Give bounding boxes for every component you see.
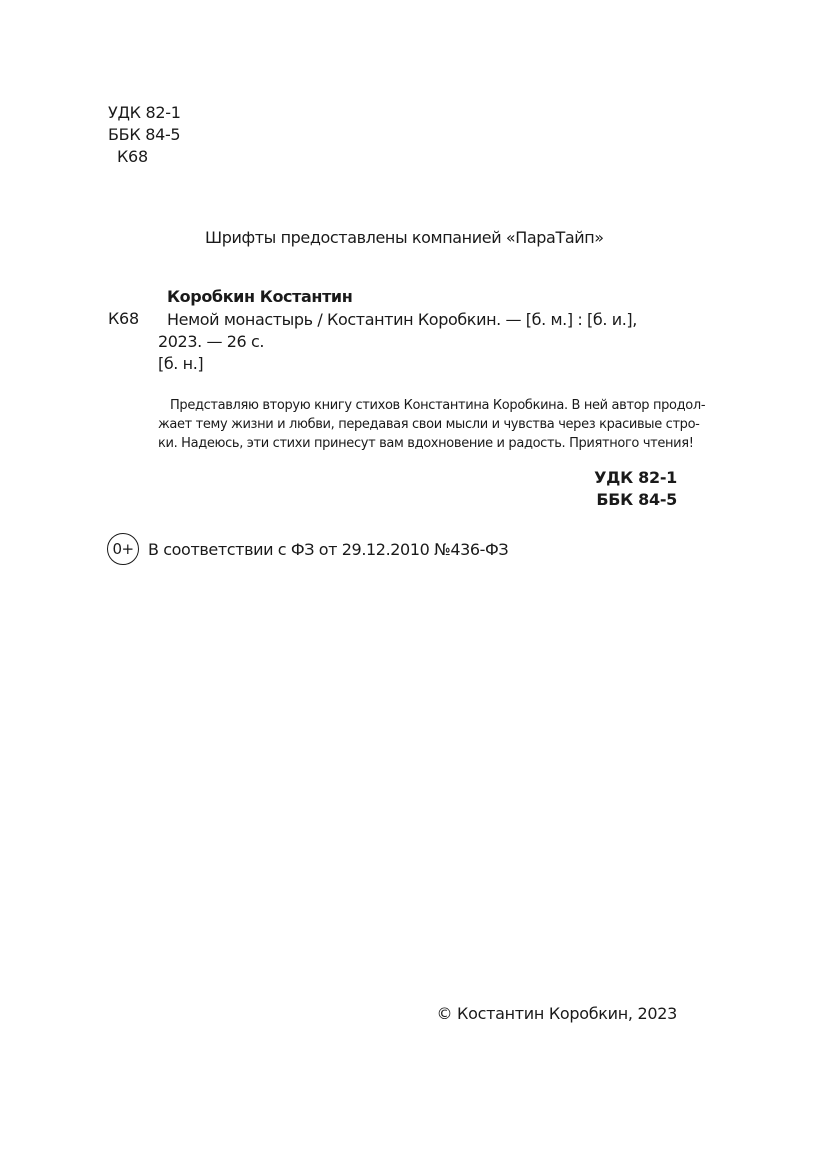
- bibliographic-description: [158, 309, 637, 375]
- annotation-line: ки. Надеюсь, эти стихи принесут вам вдохновение и радость. Приятного чтения!: [158, 436, 694, 451]
- age-rating-badge-icon: [107, 533, 139, 565]
- age-rating-label: 0+: [112, 540, 134, 558]
- biblio-line-year-pages: 2023. — 26 с.: [158, 332, 265, 351]
- udk-code-bold: УДК 82-1: [594, 468, 677, 487]
- biblio-line-title: Немой монастырь / Костантин Коробкин. — [б. м.] : [б. и.],: [167, 310, 637, 329]
- book-annotation: [158, 396, 706, 453]
- age-rating-law-text: В соответствии с ФЗ от 29.12.2010 №436-ФЗ: [148, 539, 509, 559]
- age-rating-row: [107, 533, 508, 565]
- biblio-line-series: [б. н.]: [158, 354, 204, 373]
- cutter-code: К68: [117, 147, 148, 166]
- classification-codes-card: [594, 467, 677, 511]
- classification-codes-top: [108, 102, 181, 168]
- annotation-line: Представляю вторую книгу стихов Константина Коробкина. В ней автор продол-: [170, 398, 706, 413]
- catalog-cutter-mark: К68: [108, 309, 139, 328]
- catalog-author: Коробкин Костантин: [167, 287, 353, 306]
- copyright-notice: © Костантин Коробкин, 2023: [436, 1004, 677, 1023]
- bbk-code-bold: ББК 84-5: [596, 490, 677, 509]
- annotation-line: жает тему жизни и любви, передавая свои мысли и чувства через красивые стро-: [158, 417, 700, 432]
- bbk-code: ББК 84-5: [108, 125, 181, 144]
- fonts-credit-note: Шрифты предоставлены компанией «ПараТайп»: [205, 228, 604, 247]
- udk-code: УДК 82-1: [108, 103, 181, 122]
